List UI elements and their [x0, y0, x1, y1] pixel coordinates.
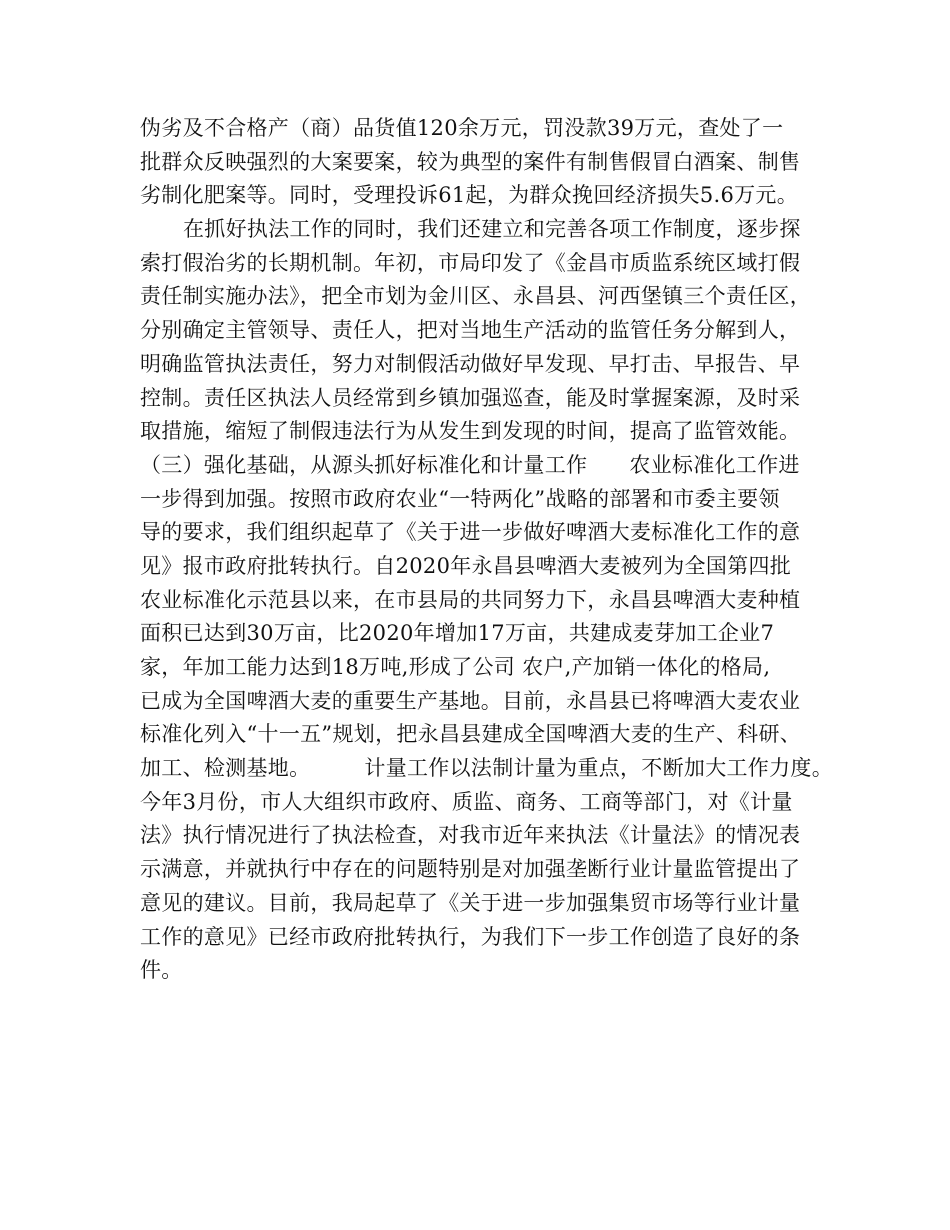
section-heading: （三）强化基础，从源头抓好标准化和计量工作 — [140, 452, 588, 477]
text-line: 劣制化肥案等。同时，受理投诉61起，为群众挽回经济损失5.6万元。 — [140, 183, 799, 208]
text-line: 意见的建议。目前，我局起草了《关于进一步加强集贸市场等行业计量 — [140, 890, 801, 915]
text-line: 取措施，缩短了制假违法行为从发生到发现的时间，提高了监管效能。 — [140, 419, 801, 444]
text-line: 法》执行情况进行了执法检查，对我市近年来执法《计量法》的情况表 — [140, 823, 801, 848]
text-line: 控制。责任区执法人员经常到乡镇加强巡查，能及时掌握案源，及时采 — [140, 385, 801, 410]
text-span: 计量工作以法制计量为重点，不断加大工作力度。 — [364, 756, 834, 781]
text-line: 分别确定主管领导、责任人，把对当地生产活动的监管任务分解到人， — [140, 318, 801, 343]
text-line — [140, 449, 830, 483]
text-line: 面积已达到30万亩，比2020年增加17万亩，共建成麦芽加工企业7 — [140, 621, 775, 646]
text-span: 农业标准化工作进 — [629, 452, 800, 477]
text-line — [140, 752, 834, 786]
text-line: 责任制实施办法》，把全市划为金川区、永昌县、河西堡镇三个责任区， — [140, 284, 812, 309]
text-line: 已成为全国啤酒大麦的重要生产基地。目前，永昌县已将啤酒大麦农业 — [140, 688, 801, 713]
document-body — [140, 112, 834, 988]
text-line: 批群众反映强烈的大案要案，较为典型的案件有制售假冒白酒案、制售 — [140, 149, 801, 174]
text-line: 导的要求，我们组织起草了《关于进一步做好啤酒大麦标准化工作的意 — [140, 520, 801, 545]
text-line: 工作的意见》已经市政府批转执行，为我们下一步工作创造了良好的条 — [140, 924, 801, 949]
text-line: 见》报市政府批转执行。自2020年永昌县啤酒大麦被列为全国第四批 — [140, 553, 792, 578]
text-line: 家，年加工能力达到18万吨,形成了公司 农户,产加销一体化的格局, — [140, 655, 771, 679]
text-line: 一步得到加强。按照市政府农业“一特两化”战略的部署和市委主要领 — [140, 486, 780, 511]
text-line: 今年3月份，市人大组织市政府、质监、商务、工商等部门，对《计量 — [140, 789, 793, 814]
text-line: 农业标准化示范县以来，在市县局的共同努力下，永昌县啤酒大麦种植 — [140, 587, 801, 612]
text-line: 索打假治劣的长期机制。年初，市局印发了《金昌市质监系统区域打假 — [140, 250, 801, 275]
text-line: 示满意，并就执行中存在的问题特别是对加强垄断行业计量监管提出了 — [140, 857, 801, 882]
text-line: 伪劣及不合格产（商）品货值120余万元，罚没款39万元，查处了一 — [140, 116, 784, 140]
text-line: 在抓好执法工作的同时，我们还建立和完善各项工作制度，逐步探 — [183, 217, 801, 242]
text-span: 加工、检测基地。 — [140, 756, 311, 781]
text-line: 件。 — [140, 958, 183, 983]
text-line: 明确监管执法责任，努力对制假活动做好早发现、早打击、早报告、早 — [140, 351, 801, 376]
text-line: 标准化列入“十一五”规划，把永昌县建成全国啤酒大麦的生产、科研、 — [140, 722, 802, 747]
